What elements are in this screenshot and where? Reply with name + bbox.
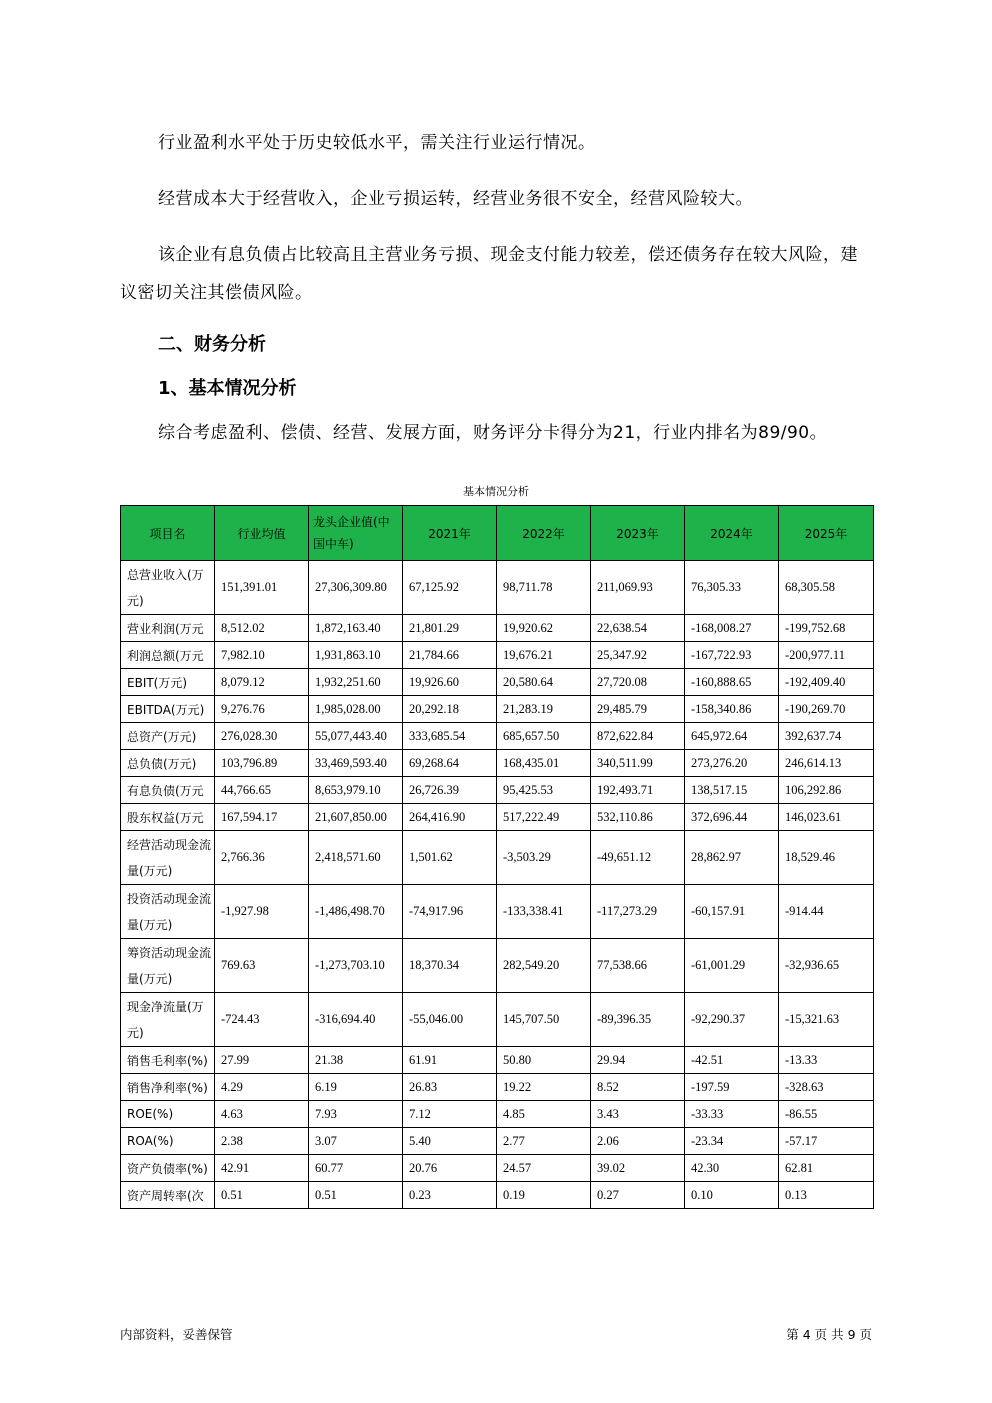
table-cell: -89,396.35 — [591, 993, 685, 1047]
table-row — [121, 696, 874, 723]
table-cell: 1,985,028.00 — [309, 696, 403, 723]
table-cell: 20,292.18 — [403, 696, 497, 723]
table-cell: 21,784.66 — [403, 642, 497, 669]
table-cell: 28,862.97 — [685, 831, 779, 885]
table-cell: 29.94 — [591, 1047, 685, 1074]
table-cell: -23.34 — [685, 1128, 779, 1155]
row-label-cell: 利润总额(万元 — [121, 642, 215, 669]
table-cell: 61.91 — [403, 1047, 497, 1074]
table-cell: 19,676.21 — [497, 642, 591, 669]
table-cell: 44,766.65 — [215, 777, 309, 804]
table-cell: -117,273.29 — [591, 885, 685, 939]
table-row — [121, 804, 874, 831]
table-cell: 3.07 — [309, 1128, 403, 1155]
table-cell: -724.43 — [215, 993, 309, 1047]
table-cell: -192,409.40 — [779, 669, 874, 696]
table-cell: 685,657.50 — [497, 723, 591, 750]
table-cell: 273,276.20 — [685, 750, 779, 777]
table-cell: -57.17 — [779, 1128, 874, 1155]
table-cell: 42.91 — [215, 1155, 309, 1182]
table-cell: 282,549.20 — [497, 939, 591, 993]
table-cell: -61,001.29 — [685, 939, 779, 993]
table-cell: 60.77 — [309, 1155, 403, 1182]
table-cell: 276,028.30 — [215, 723, 309, 750]
table-cell: 19,920.62 — [497, 615, 591, 642]
column-header: 2022年 — [497, 506, 591, 561]
table-cell: 1,932,251.60 — [309, 669, 403, 696]
paragraph-operating-risk: 经营成本大于经营收入，企业亏损运转，经营业务很不安全，经营风险较大。 — [158, 189, 753, 209]
table-cell: 264,416.90 — [403, 804, 497, 831]
table-cell: 42.30 — [685, 1155, 779, 1182]
table-cell: -158,340.86 — [685, 696, 779, 723]
table-cell: -167,722.93 — [685, 642, 779, 669]
table-row — [121, 939, 874, 993]
table-cell: 4.29 — [215, 1074, 309, 1101]
column-header: 2024年 — [685, 506, 779, 561]
table-cell: 18,529.46 — [779, 831, 874, 885]
table-row — [121, 561, 874, 615]
table-cell: 1,931,863.10 — [309, 642, 403, 669]
table-cell: 145,707.50 — [497, 993, 591, 1047]
table-cell: 19,926.60 — [403, 669, 497, 696]
paragraph-industry-profit: 行业盈利水平处于历史较低水平，需关注行业运行情况。 — [158, 133, 596, 153]
table-cell: 151,391.01 — [215, 561, 309, 615]
table-cell: 146,023.61 — [779, 804, 874, 831]
table-cell: 8,653,979.10 — [309, 777, 403, 804]
table-cell: 21.38 — [309, 1047, 403, 1074]
table-cell: 2,418,571.60 — [309, 831, 403, 885]
table-cell: 22,638.54 — [591, 615, 685, 642]
table-cell: -86.55 — [779, 1101, 874, 1128]
table-cell: -1,486,498.70 — [309, 885, 403, 939]
table-cell: 0.13 — [779, 1182, 874, 1209]
section-heading: 二、财务分析 — [158, 334, 266, 355]
table-cell: 55,077,443.40 — [309, 723, 403, 750]
table-cell: 33,469,593.40 — [309, 750, 403, 777]
column-header: 2023年 — [591, 506, 685, 561]
table-row — [121, 723, 874, 750]
table-cell: -15,321.63 — [779, 993, 874, 1047]
row-label-cell: 股东权益(万元 — [121, 804, 215, 831]
table-cell: 372,696.44 — [685, 804, 779, 831]
table-cell: 517,222.49 — [497, 804, 591, 831]
paragraph-score-summary: 综合考虑盈利、偿债、经营、发展方面，财务评分卡得分为21，行业内排名为89/90。 — [158, 423, 828, 443]
table-cell: 0.19 — [497, 1182, 591, 1209]
table-cell: 4.85 — [497, 1101, 591, 1128]
table-cell: -914.44 — [779, 885, 874, 939]
row-label-cell: 筹资活动现金流量(万元) — [121, 939, 215, 993]
table-cell: 532,110.86 — [591, 804, 685, 831]
table-cell: 24.57 — [497, 1155, 591, 1182]
table-cell: 68,305.58 — [779, 561, 874, 615]
table-cell: -42.51 — [685, 1047, 779, 1074]
row-label-cell: ROE(%) — [121, 1101, 215, 1128]
table-cell: 2.38 — [215, 1128, 309, 1155]
table-cell: -60,157.91 — [685, 885, 779, 939]
table-row — [121, 642, 874, 669]
table-cell: -328.63 — [779, 1074, 874, 1101]
row-label-cell: 营业利润(万元 — [121, 615, 215, 642]
column-header: 项目名 — [121, 506, 215, 561]
table-cell: 21,607,850.00 — [309, 804, 403, 831]
table-cell: 76,305.33 — [685, 561, 779, 615]
table-cell: 26.83 — [403, 1074, 497, 1101]
table-cell: 0.23 — [403, 1182, 497, 1209]
table-row — [121, 1074, 874, 1101]
table-cell: 8.52 — [591, 1074, 685, 1101]
table-cell: 0.10 — [685, 1182, 779, 1209]
table-cell: 333,685.54 — [403, 723, 497, 750]
table-cell: -74,917.96 — [403, 885, 497, 939]
table-row — [121, 993, 874, 1047]
table-cell: 7.12 — [403, 1101, 497, 1128]
table-row — [121, 1101, 874, 1128]
table-cell: 7.93 — [309, 1101, 403, 1128]
column-header: 行业均值 — [215, 506, 309, 561]
table-cell: 340,511.99 — [591, 750, 685, 777]
table-cell: 62.81 — [779, 1155, 874, 1182]
table-cell: 769.63 — [215, 939, 309, 993]
row-label-cell: 经营活动现金流量(万元) — [121, 831, 215, 885]
table-row — [121, 831, 874, 885]
table-cell: 20.76 — [403, 1155, 497, 1182]
table-row — [121, 885, 874, 939]
table-cell: 77,538.66 — [591, 939, 685, 993]
table-cell: 3.43 — [591, 1101, 685, 1128]
row-label-cell: 总资产(万元) — [121, 723, 215, 750]
table-cell: 67,125.92 — [403, 561, 497, 615]
table-cell: 19.22 — [497, 1074, 591, 1101]
table-cell: 392,637.74 — [779, 723, 874, 750]
table-cell: 2,766.36 — [215, 831, 309, 885]
table-cell: 103,796.89 — [215, 750, 309, 777]
table-cell: 27.99 — [215, 1047, 309, 1074]
table-row — [121, 750, 874, 777]
table-cell: -13.33 — [779, 1047, 874, 1074]
footer-confidential-note: 内部资料，妥善保管 — [120, 1327, 233, 1342]
table-cell: 69,268.64 — [403, 750, 497, 777]
row-label-cell: 总营业收入(万元) — [121, 561, 215, 615]
table-cell: 5.40 — [403, 1128, 497, 1155]
row-label-cell: EBIT(万元) — [121, 669, 215, 696]
table-cell: -200,977.11 — [779, 642, 874, 669]
row-label-cell: EBITDA(万元) — [121, 696, 215, 723]
table-cell: 872,622.84 — [591, 723, 685, 750]
table-cell: 211,069.93 — [591, 561, 685, 615]
table-cell: 138,517.15 — [685, 777, 779, 804]
table-cell: 98,711.78 — [497, 561, 591, 615]
table-cell: 0.51 — [309, 1182, 403, 1209]
table-cell: 246,614.13 — [779, 750, 874, 777]
table-row — [121, 615, 874, 642]
table-header-row — [121, 506, 874, 561]
table-cell: 26,726.39 — [403, 777, 497, 804]
table-row — [121, 669, 874, 696]
table-cell: -168,008.27 — [685, 615, 779, 642]
table-cell: -133,338.41 — [497, 885, 591, 939]
row-label-cell: 总负债(万元) — [121, 750, 215, 777]
table-cell: 21,283.19 — [497, 696, 591, 723]
table-cell: -32,936.65 — [779, 939, 874, 993]
table-cell: -160,888.65 — [685, 669, 779, 696]
subsection-heading: 1、基本情况分析 — [158, 378, 297, 399]
table-cell: 192,493.71 — [591, 777, 685, 804]
row-label-cell: 资产周转率(次 — [121, 1182, 215, 1209]
row-label-cell: 投资活动现金流量(万元) — [121, 885, 215, 939]
table-row — [121, 777, 874, 804]
table-row — [121, 1155, 874, 1182]
financial-summary-table — [120, 505, 874, 1209]
table-cell: -49,651.12 — [591, 831, 685, 885]
table-cell: 0.27 — [591, 1182, 685, 1209]
table-cell: -55,046.00 — [403, 993, 497, 1047]
table-cell: 8,512.02 — [215, 615, 309, 642]
table-cell: 167,594.17 — [215, 804, 309, 831]
table-cell: -92,290.37 — [685, 993, 779, 1047]
table-cell: 7,982.10 — [215, 642, 309, 669]
table-cell: 50.80 — [497, 1047, 591, 1074]
table-cell: 2.77 — [497, 1128, 591, 1155]
table-cell: 9,276.76 — [215, 696, 309, 723]
table-cell: 29,485.79 — [591, 696, 685, 723]
table-row — [121, 1128, 874, 1155]
table-cell: 21,801.29 — [403, 615, 497, 642]
row-label-cell: 销售净利率(%) — [121, 1074, 215, 1101]
table-cell: 27,306,309.80 — [309, 561, 403, 615]
table-caption: 基本情况分析 — [463, 485, 529, 498]
row-label-cell: 有息负债(万元 — [121, 777, 215, 804]
table-cell: 25,347.92 — [591, 642, 685, 669]
table-cell: 18,370.34 — [403, 939, 497, 993]
table-cell: 27,720.08 — [591, 669, 685, 696]
table-cell: 106,292.86 — [779, 777, 874, 804]
row-label-cell: 销售毛利率(%) — [121, 1047, 215, 1074]
table-row — [121, 1182, 874, 1209]
footer-page-number: 第 4 页 共 9 页 — [786, 1327, 872, 1342]
table-cell: 1,501.62 — [403, 831, 497, 885]
table-cell: -1,927.98 — [215, 885, 309, 939]
table-cell: 2.06 — [591, 1128, 685, 1155]
row-label-cell: ROA(%) — [121, 1128, 215, 1155]
table-cell: 20,580.64 — [497, 669, 591, 696]
column-header: 2025年 — [779, 506, 874, 561]
table-cell: 8,079.12 — [215, 669, 309, 696]
table-cell: -33.33 — [685, 1101, 779, 1128]
table-row — [121, 1047, 874, 1074]
row-label-cell: 资产负债率(%) — [121, 1155, 215, 1182]
paragraph-debt-risk: 该企业有息负债占比较高且主营业务亏损、现金支付能力较差，偿还债务存在较大风险，建议密切关注其偿债风险。 — [120, 245, 858, 303]
table-cell: 645,972.64 — [685, 723, 779, 750]
row-label-cell: 现金净流量(万元) — [121, 993, 215, 1047]
table-cell: -1,273,703.10 — [309, 939, 403, 993]
table-cell: 39.02 — [591, 1155, 685, 1182]
table-cell: -197.59 — [685, 1074, 779, 1101]
table-cell: -190,269.70 — [779, 696, 874, 723]
table-cell: 4.63 — [215, 1101, 309, 1128]
column-header: 2021年 — [403, 506, 497, 561]
column-header: 龙头企业值(中国中车) — [309, 506, 403, 561]
table-cell: 6.19 — [309, 1074, 403, 1101]
table-cell: -199,752.68 — [779, 615, 874, 642]
table-cell: -3,503.29 — [497, 831, 591, 885]
table-cell: 168,435.01 — [497, 750, 591, 777]
table-cell: 1,872,163.40 — [309, 615, 403, 642]
table-cell: 0.51 — [215, 1182, 309, 1209]
table-cell: -316,694.40 — [309, 993, 403, 1047]
table-cell: 95,425.53 — [497, 777, 591, 804]
